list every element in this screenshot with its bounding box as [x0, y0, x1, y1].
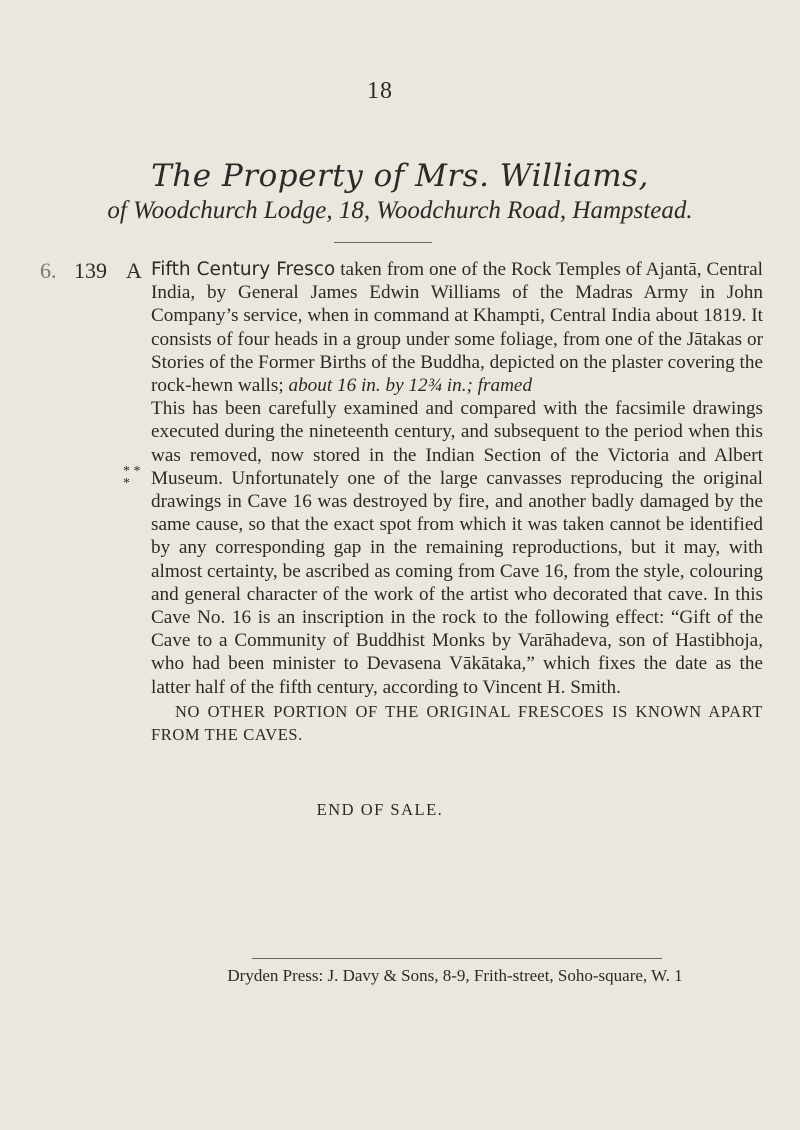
lot-description-text: taken from one of the Rock Temples of Ajantā, Central India, by General James Edwin Williams of the Madras Army in John Company’s service, when in command at Khampti, Central India about 1819. It consists of four heads in a group under some foliage, from one of the Jātakas or Stories of the Former Births of the Buddha, depicted on the plaster covering the rock-hewn walls;	[151, 259, 764, 397]
printer-imprint: Dryden Press: J. Davy & Sons, 8-9, Frith-street, Soho-square, W. 1	[227, 966, 683, 985]
note-asterisks: * * *	[123, 464, 141, 491]
lot-note: This has been carefully examined and compared with the facsimile drawings executed during the nineteenth century, and subsequent to the period when this was removed, now stored in the Indian Section of the Victoria and Albert Museum. Unfortunately one of the large canvasses reproducing the original drawings in Cave 16 was destroyed by fire, and another badly damaged by the same cause, so that the exact spot from which it was taken cannot be identified by any corresponding gap in the remaining reproductions, but it may, with almost certainty, be ascribed as coming from Cave 16, from the style, colouring and general character of the work of the artist who decorated that cave. In this Cave No. 16 is an inscription in the rock to the following effect: “Gift of the Cave to a Community of Buddhist Monks by Varāhadeva, son of Hastibhoja, who had been minister to Devasena Vākātaka,” which fixes the date as the latter half of the fifth century, according to Vincent H. Smith.	[151, 398, 763, 698]
consignor-address: of Woodchurch Lodge, 18, Woodchurch Road, Hampstead.	[107, 197, 693, 224]
page-number: 18	[367, 78, 393, 104]
lot-dimensions: about 16 in. by 12¾ in.; framed	[288, 375, 533, 397]
lot-caps-note: NO OTHER PORTION OF THE ORIGINAL FRESCOES IS KNOWN APART FROM THE CAVES.	[151, 701, 763, 745]
heading-divider	[334, 242, 432, 243]
lot-number: 139	[74, 258, 107, 283]
lot-title: Fifth Century Fresco	[151, 259, 336, 280]
footer-divider	[252, 958, 662, 959]
end-of-sale: END OF SALE.	[316, 800, 444, 819]
lot-description-block	[151, 258, 763, 746]
lot-description	[151, 258, 763, 397]
consignor-heading: The Property of Mrs. Williams,	[151, 158, 649, 194]
handwritten-margin-mark: 6.	[40, 258, 57, 283]
lot-article: A	[126, 258, 142, 283]
